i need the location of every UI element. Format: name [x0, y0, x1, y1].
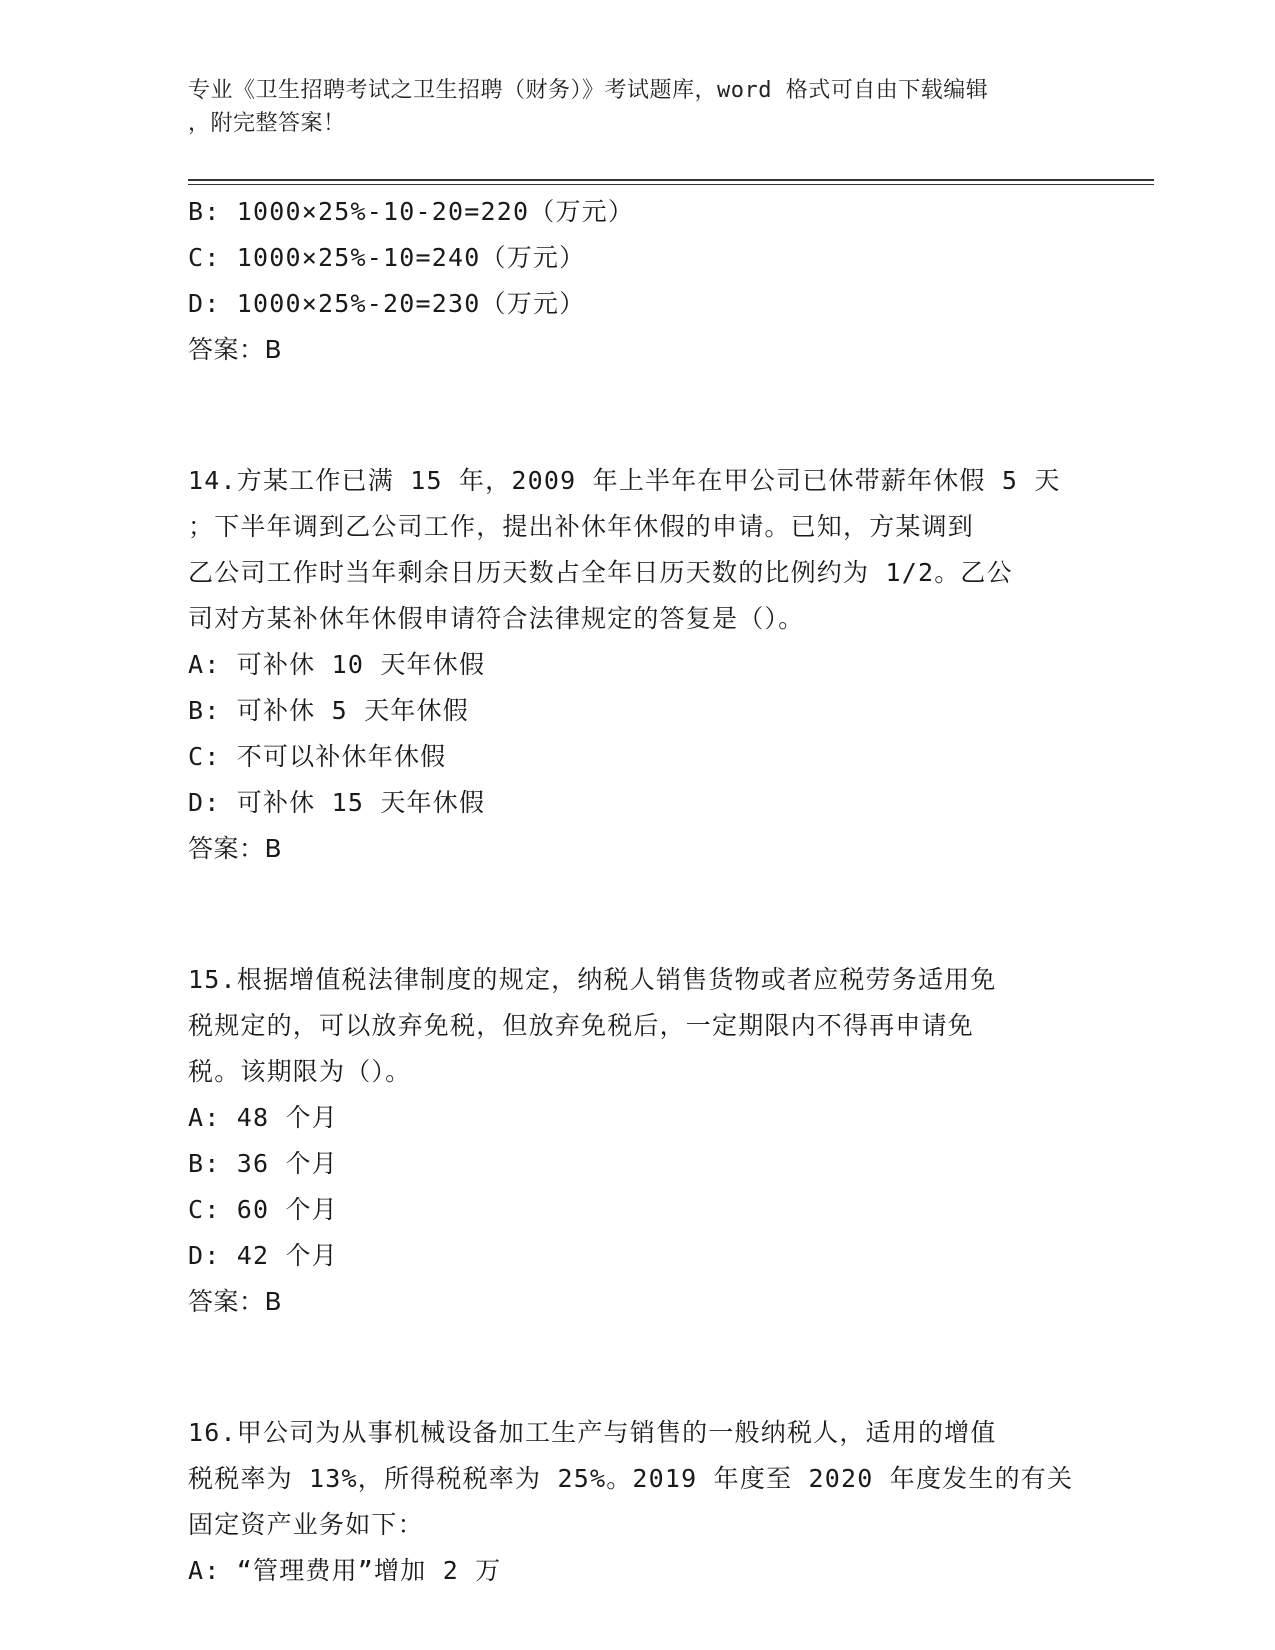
option-c: C: 1000×25%-10=240（万元）: [188, 243, 586, 272]
header-line-1: 专业《卫生招聘考试之卫生招聘（财务）》考试题库，word 格式可自由下载编辑: [188, 78, 989, 103]
option-a: A: 48 个月: [188, 1103, 338, 1132]
option-d: D: 1000×25%-20=230（万元）: [188, 289, 586, 318]
spacer: [188, 1325, 1088, 1410]
option-d: D: 42 个月: [188, 1241, 338, 1270]
answer: 答案：B: [188, 335, 283, 364]
question-13-tail: [188, 189, 1088, 373]
question-list: [188, 189, 1088, 1594]
question-15: [188, 957, 1088, 1325]
document-header: [188, 74, 1068, 140]
answer: 答案：B: [188, 1287, 283, 1316]
spacer: [188, 872, 1088, 957]
header-line-2: ，附完整答案！: [188, 111, 346, 136]
question-stem-line: 固定资产业务如下：: [188, 1510, 424, 1539]
option-c: C: 不可以补休年休假: [188, 742, 447, 771]
question-stem-line: 15.根据增值税法律制度的规定，纳税人销售货物或者应税劳务适用免: [188, 965, 997, 994]
question-16: [188, 1410, 1088, 1594]
option-a: A: 可补休 10 天年休假: [188, 650, 486, 679]
option-b: B: 36 个月: [188, 1149, 338, 1178]
answer: 答案：B: [188, 834, 283, 863]
question-stem-line: 税税率为 13%，所得税税率为 25%。2019 年度至 2020 年度发生的有关: [188, 1464, 1074, 1493]
option-d: D: 可补休 15 天年休假: [188, 788, 486, 817]
question-stem-line: 司对方某补休年休假申请符合法律规定的答复是（）。: [188, 604, 805, 633]
question-14: [188, 458, 1088, 872]
question-stem-line: 乙公司工作时当年剩余日历天数占全年日历天数的比例约为 1/2。乙公: [188, 558, 1013, 587]
question-stem-line: 税。该期限为（）。: [188, 1057, 412, 1086]
question-stem-line: 16.甲公司为从事机械设备加工生产与销售的一般纳税人，适用的增值: [188, 1418, 997, 1447]
spacer: [188, 373, 1088, 458]
option-a: A: “管理费用”增加 2 万: [188, 1556, 502, 1585]
header-divider-thick: [188, 179, 1154, 181]
header-divider-thin: [188, 184, 1154, 185]
question-stem-line: 14.方某工作已满 15 年，2009 年上半年在甲公司已休带薪年休假 5 天: [188, 466, 1061, 495]
question-stem-line: 税规定的，可以放弃免税，但放弃免税后，一定期限内不得再申请免: [188, 1011, 975, 1040]
option-b: B: 可补休 5 天年休假: [188, 696, 469, 725]
option-b: B: 1000×25%-10-20=220（万元）: [188, 197, 635, 226]
option-c: C: 60 个月: [188, 1195, 338, 1224]
question-stem-line: ；下半年调到乙公司工作，提出补休年休假的申请。已知，方某调到: [188, 512, 975, 541]
